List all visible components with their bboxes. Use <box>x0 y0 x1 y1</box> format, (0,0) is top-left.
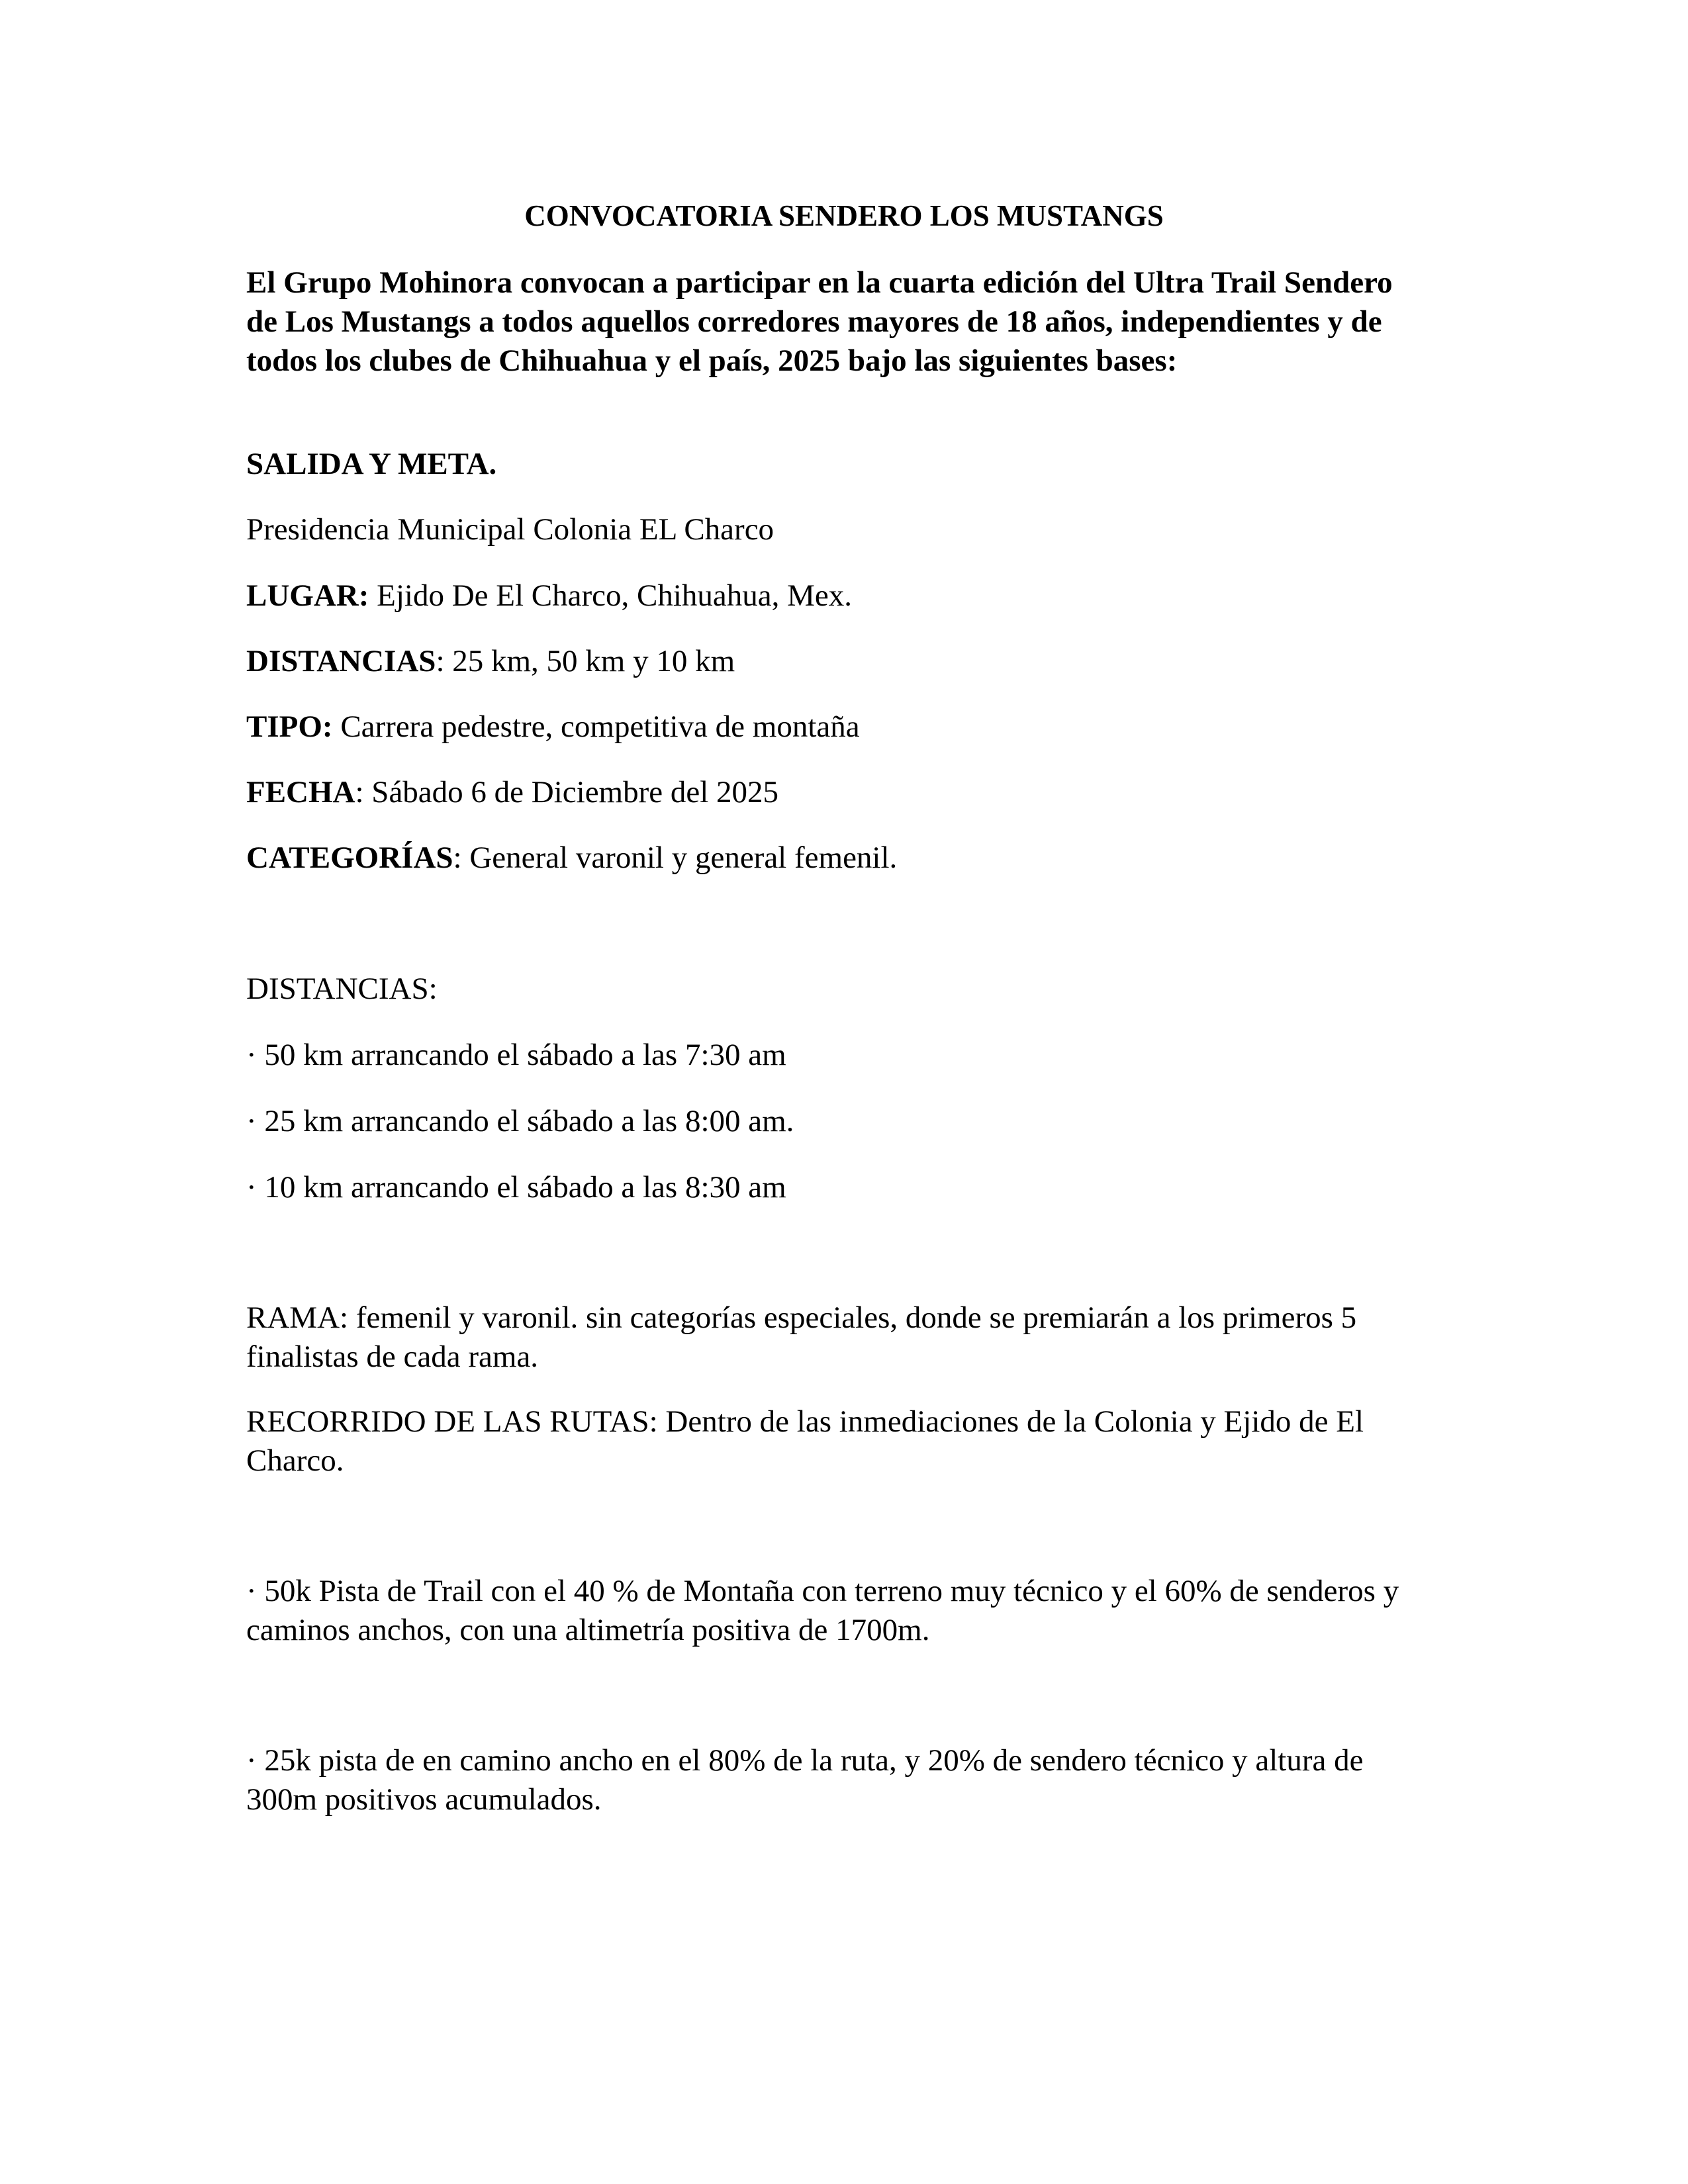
rama-paragraph: RAMA: femenil y varonil. sin categorías especiales, donde se premiarán a los primeros 5 finalistas de cada rama. <box>246 1300 1357 1374</box>
field-label: FECHA <box>246 775 355 809</box>
field-label: LUGAR: <box>246 578 369 613</box>
salida-heading: SALIDA Y META. <box>246 447 497 481</box>
field-label: DISTANCIAS <box>246 644 436 678</box>
field-tipo <box>246 707 1431 747</box>
recorrido-paragraph: RECORRIDO DE LAS RUTAS: Dentro de las inmediaciones de la Colonia y Ejido de El Charco. <box>246 1404 1364 1478</box>
field-value: : 25 km, 50 km y 10 km <box>436 644 735 678</box>
schedule-item: · 10 km arrancando el sábado a las 8:30 am <box>246 1170 786 1205</box>
field-label: TIPO: <box>246 709 333 744</box>
salida-value: Presidencia Municipal Colonia EL Charco <box>246 512 774 547</box>
field-label: CATEGORÍAS <box>246 841 453 875</box>
schedule-item: · 50 km arrancando el sábado a las 7:30 am <box>246 1038 786 1072</box>
distancias-heading: DISTANCIAS: <box>246 972 438 1006</box>
field-fecha <box>246 773 1431 812</box>
document-title: CONVOCATORIA SENDERO LOS MUSTANGS <box>524 199 1164 232</box>
field-value: : Sábado 6 de Diciembre del 2025 <box>355 775 779 809</box>
field-categorias <box>246 839 1431 878</box>
schedule-item: · 25 km arrancando el sábado a las 8:00 am. <box>246 1104 794 1138</box>
field-lugar <box>246 576 1431 615</box>
route-25k: · 25k pista de en camino ancho en el 80% de la ruta, y 20% de sendero técnico y altura de 300m positivos acumulados. <box>246 1743 1364 1817</box>
field-value: Carrera pedestre, competitiva de montaña <box>332 709 860 744</box>
field-value: Ejido De El Charco, Chihuahua, Mex. <box>369 578 853 613</box>
field-distancias <box>246 642 1431 681</box>
route-50k: · 50k Pista de Trail con el 40 % de Montaña con terreno muy técnico y el 60% de senderos y caminos anchos, con una altimetría positiva de 1700m. <box>246 1574 1399 1647</box>
intro-paragraph: El Grupo Mohinora convocan a participar en la cuarta edición del Ultra Trail Sendero de Los Mustangs a todos aquellos corredores mayores de 18 años, independientes y de todos los clubes de Chihuahua y el país, 2025 bajo las siguientes bases: <box>246 265 1393 378</box>
field-value: : General varonil y general femenil. <box>453 841 898 875</box>
